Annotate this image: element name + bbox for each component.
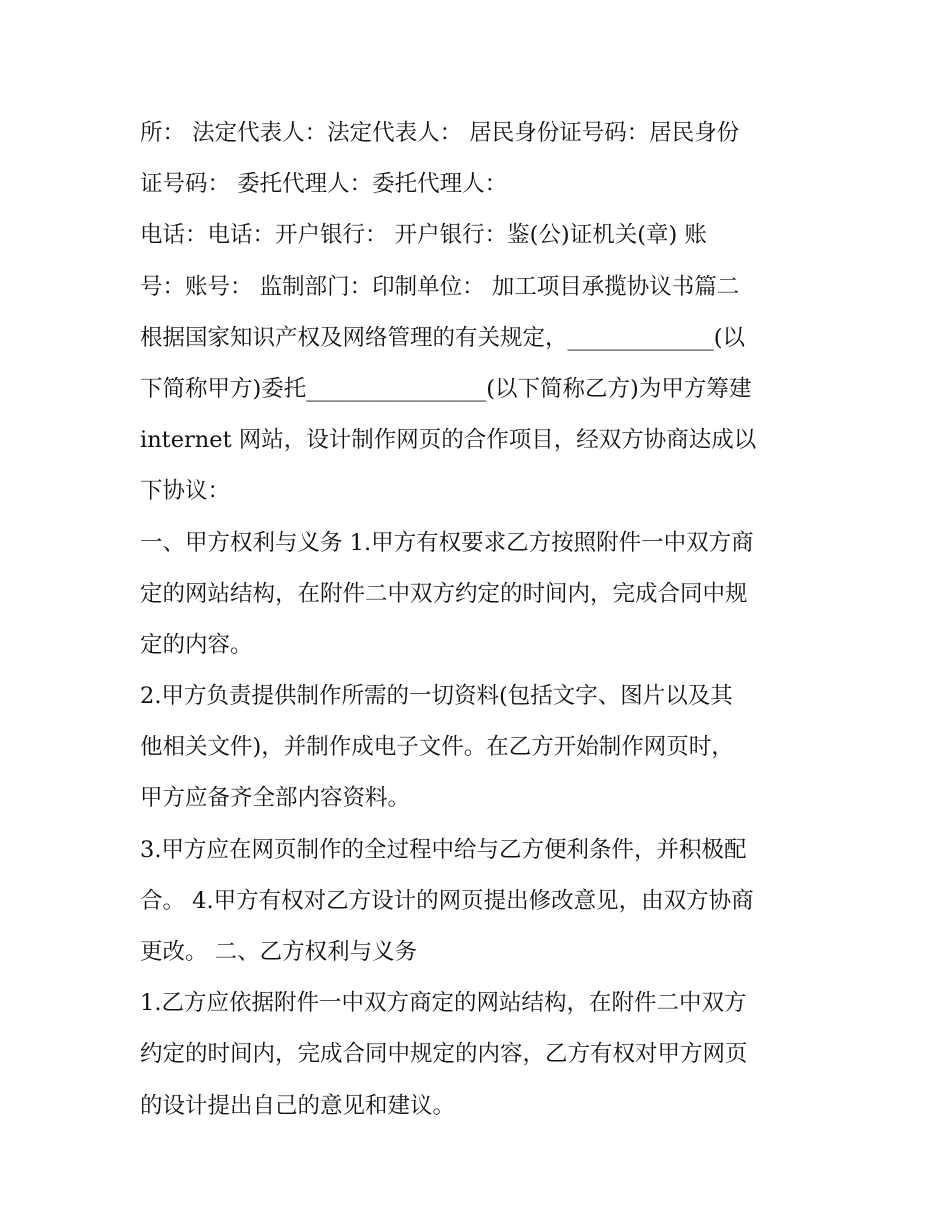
text-line-13: 他相关文件)，并制作成电子文件。在乙方开始制作网页时， — [140, 734, 734, 761]
text-line-4: 号：账号： 监制部门：印制单位： 加工项目承揽协议书篇二 — [140, 273, 740, 300]
text-line-16: 合。 4.甲方有权对乙方设计的网页提出修改意见，由双方协商 — [140, 887, 754, 914]
text-line-17: 更改。 二、乙方权利与义务 — [140, 939, 418, 965]
text-line-7: internet 网站，设计制作网页的合作项目，经双方协商达成以 — [140, 427, 757, 454]
text-line-6: 下简称甲方)委托________________(以下简称乙方)为甲方筹建 — [140, 375, 752, 402]
text-line-12: 2.甲方负责提供制作所需的一切资料(包括文字、图片以及其 — [140, 683, 733, 710]
text-line-2: 证号码： 委托代理人：委托代理人： — [140, 171, 508, 198]
text-line-3: 电话：电话：开户银行： 开户银行：鉴(公)证机关(章) 账 — [140, 222, 707, 249]
text-line-11: 定的内容。 — [140, 631, 253, 658]
text-line-20: 的设计提出自己的意见和建议。 — [140, 1092, 456, 1119]
document-body — [140, 108, 815, 1132]
text-line-19: 约定的时间内，完成合同中规定的内容，乙方有权对甲方网页 — [140, 1041, 748, 1068]
text-line-9: 一、甲方权利与义务 1.甲方有权要求乙方按照附件一中双方商 — [140, 529, 754, 556]
text-line-15: 3.甲方应在网页制作的全过程中给与乙方便利条件，并积极配 — [140, 836, 747, 863]
text-line-10: 定的网站结构，在附件二中双方约定的时间内，完成合同中规 — [140, 580, 748, 607]
text-line-18: 1.乙方应依据附件一中双方商定的网站结构，在附件二中双方 — [140, 990, 747, 1017]
text-line-5: 根据国家知识产权及网络管理的有关规定，_____________(以 — [140, 324, 746, 351]
text-line-14: 甲方应备齐全部内容资料。 — [140, 785, 411, 812]
text-line-1: 所： 法定代表人：法定代表人： 居民身份证号码：居民身份 — [140, 120, 740, 146]
text-line-8: 下协议： — [140, 478, 231, 505]
